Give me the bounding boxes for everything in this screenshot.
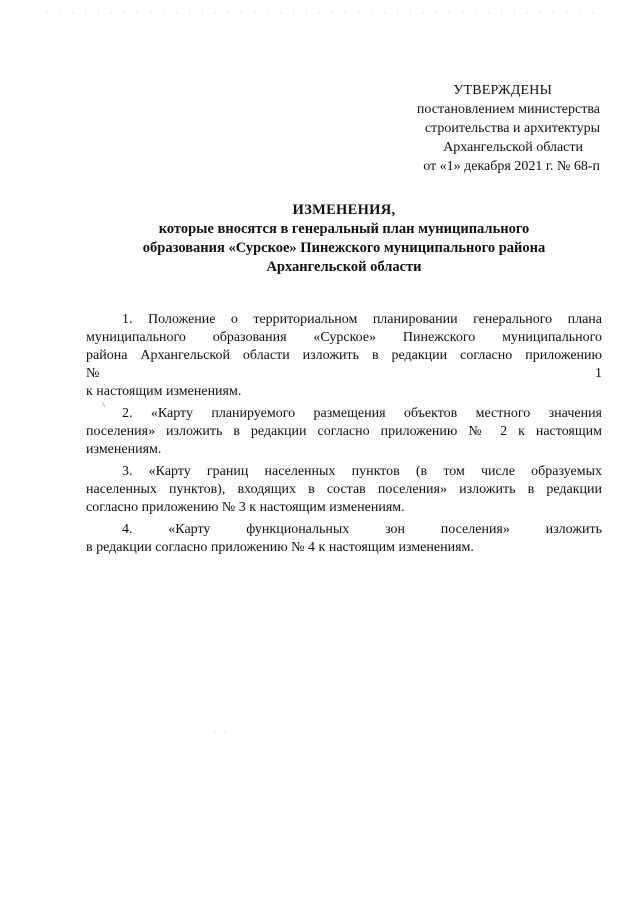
paragraph-3 — [86, 463, 602, 517]
paragraph-line: 2. «Карту планируемого размещения объектов местного значения — [122, 406, 602, 421]
approval-line: от «1» декабря 2021 г. № 68-п — [423, 159, 600, 174]
paragraph-line: № 1 — [86, 366, 602, 381]
paragraph-line: населенных пунктов), входящих в состав поселения» изложить в редакции — [86, 482, 602, 497]
paragraph-line: к настоящим изменениям. — [86, 384, 242, 399]
approval-line: постановлением министерства — [416, 102, 600, 117]
paragraph-4 — [86, 521, 602, 557]
paragraph-line: 4. «Карту функциональных зон поселения» изложить — [122, 522, 602, 537]
paragraph-line: 1. Положение о территориальном планировании генерального плана — [122, 312, 602, 327]
paragraph-line: согласно приложению № 3 к настоящим изменениям. — [86, 500, 405, 515]
document-body — [86, 311, 602, 561]
paragraph-line: в редакции согласно приложению № 4 к настоящим изменениям. — [86, 540, 474, 555]
scan-noise — [40, 10, 600, 16]
paragraph-1 — [86, 311, 602, 401]
paragraph-line: муниципального образования «Сурское» Пинежского муниципального — [86, 330, 602, 345]
title-subline: образования «Сурское» Пинежского муниципального района — [142, 240, 546, 256]
paragraph-line: поселения» изложить в редакции согласно приложению № 2 к настоящим — [86, 424, 602, 439]
paragraph-line: района Архангельской области изложить в редакции согласно приложению — [86, 348, 602, 363]
approval-heading: УТВЕРЖДЕНЫ — [453, 83, 552, 98]
paragraph-line: изменениям. — [86, 442, 162, 457]
scan-noise — [200, 728, 240, 736]
paragraph-line: 3. «Карту границ населенных пунктов (в том числе образуемых — [122, 464, 602, 479]
document-title — [86, 201, 602, 277]
approval-stamp-block — [340, 81, 600, 176]
title-subline: Архангельской области — [266, 259, 422, 275]
title-subline: которые вносятся в генеральный план муниципального — [158, 221, 530, 237]
paragraph-2 — [86, 405, 602, 459]
approval-line: Архангельской области — [443, 140, 583, 155]
title-main: ИЗМЕНЕНИЯ, — [292, 202, 396, 218]
approval-line: строительства и архитектуры — [424, 121, 600, 136]
